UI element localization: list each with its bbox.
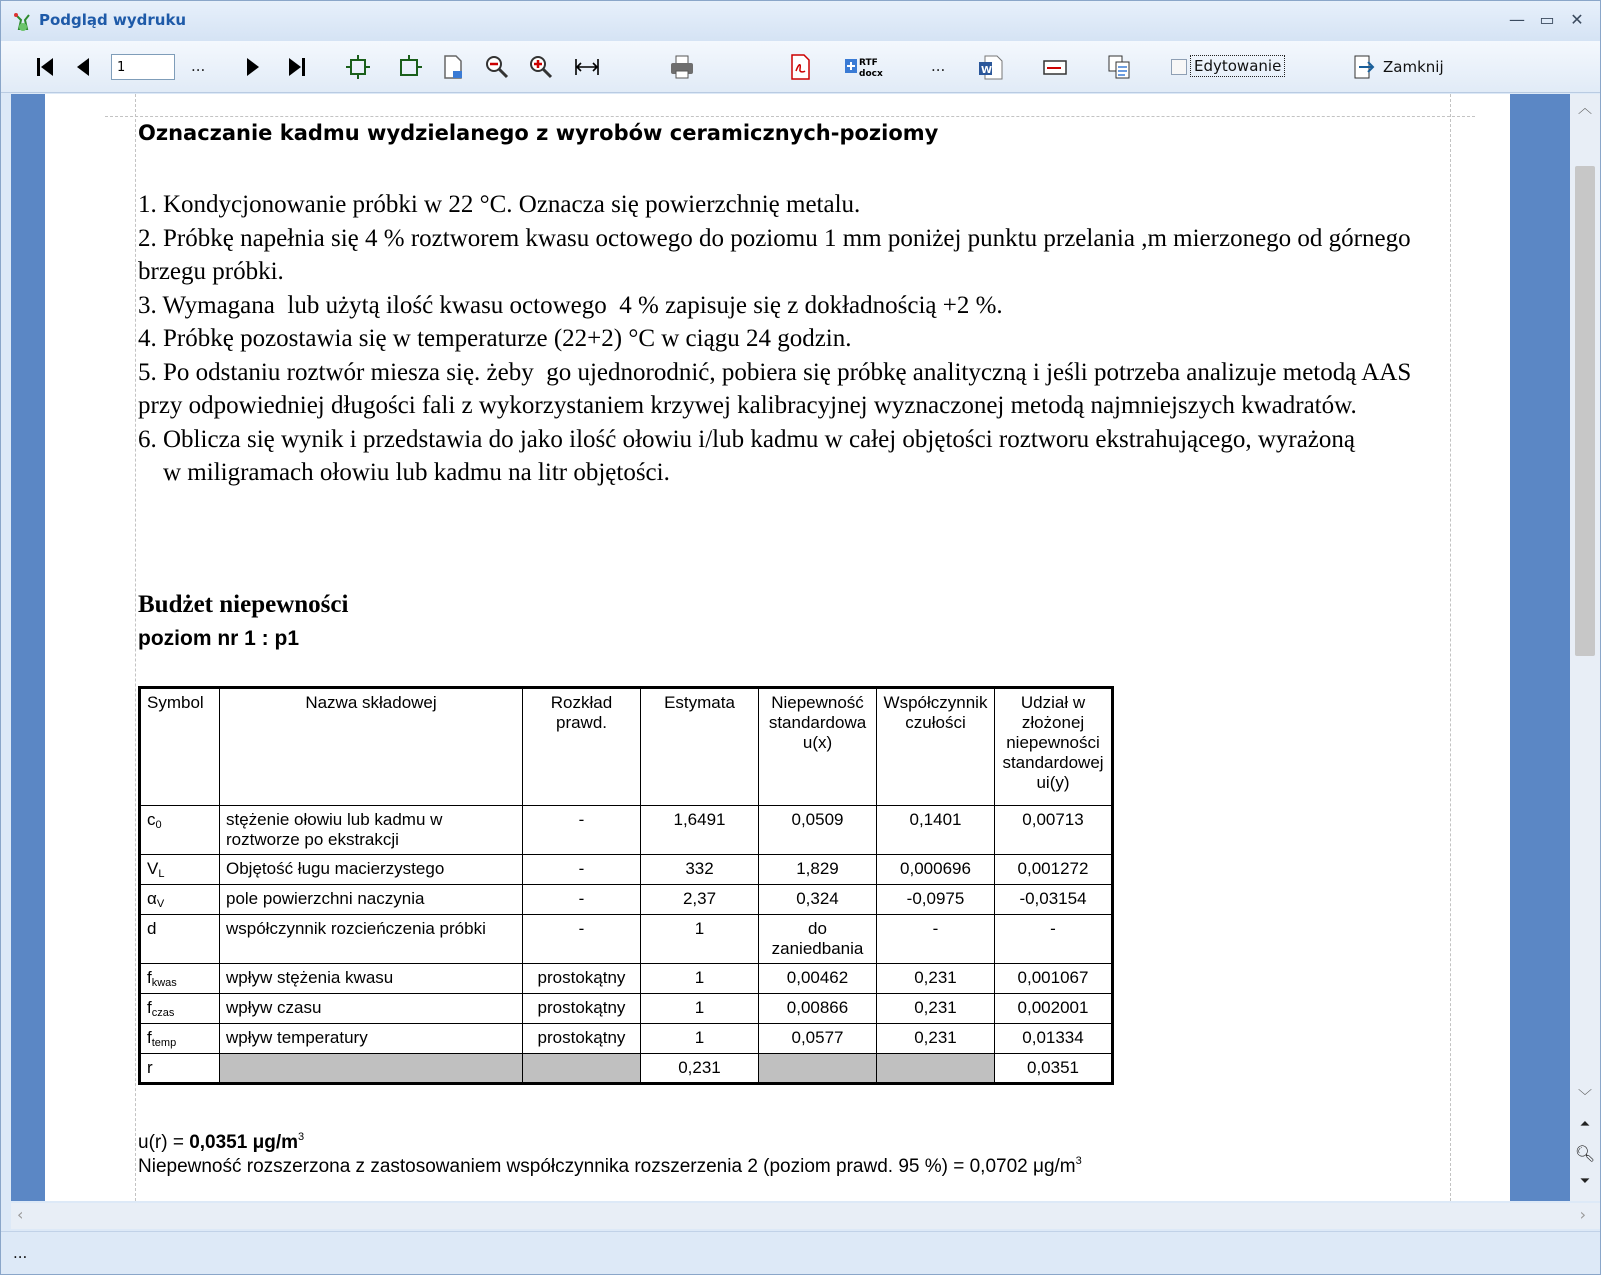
zoom-in-button[interactable] <box>527 53 555 81</box>
expanded-uncertainty-result: Niepewność rozszerzona z zastosowaniem współczynnika rozszerzenia 2 (poziom prawd. 95 %) = 0,0702 $\mu g/m^3$ <box>138 1155 1082 1177</box>
minimize-button[interactable]: — <box>1509 10 1525 29</box>
table-row-total <box>140 1054 1113 1084</box>
cell-name: pole powierzchni naczynia <box>220 885 523 915</box>
table-row <box>140 915 1113 964</box>
scroll-up-icon[interactable]: ︿ <box>1578 101 1592 117</box>
cell-contribution: 0,001272 <box>995 855 1113 885</box>
width-arrows-icon <box>573 53 601 81</box>
combined-uncertainty-result: u(r) = 0,0351 $\mu g/m^3$ <box>138 1131 305 1153</box>
table-row <box>140 964 1113 994</box>
scroll-right-icon[interactable]: › <box>1579 1205 1586 1224</box>
header-sensitivity: Współczynnik czułości <box>877 688 995 806</box>
cell-sensitivity: 0,231 <box>877 1024 995 1054</box>
close-preview-button[interactable]: Zamknij <box>1383 58 1444 76</box>
export-pdf-button[interactable] <box>786 53 814 81</box>
cell-sensitivity: - <box>877 915 995 964</box>
zoom-out-button[interactable] <box>483 53 511 81</box>
page-up-icon[interactable]: ⏶ <box>1579 1117 1591 1132</box>
table-row <box>140 1024 1113 1054</box>
step-item: 4. Próbkę pozostawia się w temperaturze (22+2) °C w ciągu 24 godzin. <box>138 325 852 352</box>
cell-estimate: 0,231 <box>641 1054 759 1084</box>
cell-name: współczynnik rozcieńczenia próbki <box>220 915 523 964</box>
edit-checkbox-label[interactable]: Edytowanie <box>1190 55 1285 77</box>
email-icon <box>1041 53 1069 81</box>
step-item: 3. Wymagana lub użytą ilość kwasu octowego 4 % zapisuje się z dokładnością +2 %. <box>138 291 1003 319</box>
page-setup-button[interactable] <box>439 53 467 81</box>
rtf-docx-icon <box>843 53 903 81</box>
cell-name: wpływ stężenia kwasu <box>220 964 523 994</box>
cell-estimate: 1 <box>641 964 759 994</box>
svg-text:RTF: RTF <box>859 58 878 68</box>
title-bar <box>1 1 1600 41</box>
cell-sensitivity: 0,231 <box>877 994 995 1024</box>
cell-symbol: d <box>140 915 220 964</box>
cell-contribution: 0,00713 <box>995 806 1113 855</box>
cell-uncertainty: 0,0577 <box>759 1024 877 1054</box>
step-item: 5. Po odstaniu roztwór miesza się. żeby go ujednorodnić, pobiera się próbkę analityczną i jeśli potrzeba analizuje metodą AAS przy odpowiedniej długości fali z wykorzystaniem krzywej kalibracyjnej wyznaczonej metodą najmniejszych kwadratów. <box>138 358 1418 419</box>
horizontal-scrollbar[interactable] <box>11 1203 1600 1229</box>
svg-text:W: W <box>981 65 993 76</box>
header-contribution: Udział w złożonej niepewności standardowej ui(y) <box>995 688 1113 806</box>
table-row <box>140 806 1113 855</box>
fit-page-button[interactable] <box>344 53 372 81</box>
copy-icon <box>1105 53 1133 81</box>
search-icon[interactable]: 🔍︎ <box>1574 1144 1596 1163</box>
print-button[interactable] <box>668 53 696 81</box>
printer-icon <box>668 53 696 81</box>
cell-sensitivity: 0,231 <box>877 964 995 994</box>
viewport-margin-left <box>11 94 45 1201</box>
prev-page-icon <box>69 53 97 81</box>
cell-sensitivity: -0,0975 <box>877 885 995 915</box>
fit-page-icon <box>344 53 372 81</box>
step-item: w miligramach ołowiu lub kadmu na litr objętości. <box>138 459 670 486</box>
cell-distribution: prostokątny <box>523 964 641 994</box>
next-page-button[interactable] <box>239 53 267 81</box>
level-heading: poziom nr 1 : p1 <box>138 627 300 650</box>
procedure-steps <box>138 188 1438 490</box>
header-symbol: Symbol <box>140 688 220 806</box>
cell-contribution: -0,03154 <box>995 885 1113 915</box>
cell-contribution: 0,0351 <box>995 1054 1113 1084</box>
cell-estimate: 1 <box>641 915 759 964</box>
cell-sensitivity: 0,1401 <box>877 806 995 855</box>
cell-uncertainty: 1,829 <box>759 855 877 885</box>
page-down-icon[interactable]: ⏷ <box>1579 1174 1591 1189</box>
last-page-button[interactable] <box>283 53 311 81</box>
header-std-uncertainty: Niepewność standardowa u(x) <box>759 688 877 806</box>
close-window-button[interactable]: ✕ <box>1570 10 1584 29</box>
cell-contribution: 0,002001 <box>995 994 1113 1024</box>
cell-sensitivity: 0,000696 <box>877 855 995 885</box>
status-text: ... <box>13 1244 28 1262</box>
step-item: 6. Oblicza się wynik i przedstawia do jako ilość ołowiu i/lub kadmu w całej objętości roztworu ekstrahującego, wyrażoną <box>138 425 1356 453</box>
cell-symbol: $f_{czas}$ <box>140 994 220 1024</box>
next-page-icon <box>239 53 267 81</box>
document-title: Oznaczanie kadmu wydzielanego z wyrobów ceramicznych-poziomy <box>138 121 939 145</box>
cell-uncertainty-empty <box>759 1054 877 1084</box>
margin-guide-left <box>135 94 136 1201</box>
word-icon <box>977 53 1005 81</box>
cell-estimate: 2,37 <box>641 885 759 915</box>
cell-sensitivity-empty <box>877 1054 995 1084</box>
cell-contribution: 0,01334 <box>995 1024 1113 1054</box>
export-word-button[interactable] <box>977 53 1005 81</box>
cell-estimate: 1 <box>641 1024 759 1054</box>
page-number-input[interactable] <box>111 54 175 80</box>
cell-estimate: 332 <box>641 855 759 885</box>
copy-button[interactable] <box>1105 53 1133 81</box>
cell-distribution: prostokątny <box>523 994 641 1024</box>
edit-checkbox[interactable] <box>1171 59 1187 75</box>
margin-guide-right <box>1450 94 1451 1201</box>
cell-uncertainty: 0,0509 <box>759 806 877 855</box>
cell-name: wpływ temperatury <box>220 1024 523 1054</box>
first-page-button[interactable] <box>31 53 59 81</box>
last-page-icon <box>283 53 311 81</box>
header-distribution: Rozkład prawd. <box>523 688 641 806</box>
maximize-button[interactable]: ▭ <box>1539 10 1555 29</box>
zoom-out-icon <box>483 53 511 81</box>
vertical-scrollbar[interactable] <box>1570 94 1600 1201</box>
cell-distribution: - <box>523 806 641 855</box>
window-title: Podgląd wydruku <box>39 11 187 29</box>
cell-contribution: 0,001067 <box>995 964 1113 994</box>
cell-estimate: 1,6491 <box>641 806 759 855</box>
cell-distribution: prostokątny <box>523 1024 641 1054</box>
status-bar <box>1 1231 1600 1274</box>
cell-symbol: $f_{kwas}$ <box>140 964 220 994</box>
export-rtf-button[interactable] <box>843 53 903 81</box>
svg-text:docx: docx <box>859 69 883 79</box>
cell-symbol: $f_{temp}$ <box>140 1024 220 1054</box>
cell-name: stężenie ołowiu lub kadmu w roztworze po ekstrakcji <box>220 806 523 855</box>
exit-icon[interactable] <box>1349 53 1377 81</box>
cell-uncertainty: 0,00462 <box>759 964 877 994</box>
table-header-row <box>140 688 1113 806</box>
table-row <box>140 885 1113 915</box>
uncertainty-budget-table <box>138 686 1114 1085</box>
page-width-button[interactable] <box>395 53 423 81</box>
cell-symbol: $c_0$ <box>140 806 220 855</box>
page-more-button[interactable]: ... <box>191 57 206 75</box>
page-setup-icon <box>439 53 467 81</box>
cell-symbol: $V_L$ <box>140 855 220 885</box>
header-component-name: Nazwa składowej <box>220 688 523 806</box>
zoom-width-button[interactable] <box>573 53 601 81</box>
scroll-left-icon[interactable]: ‹ <box>17 1205 24 1224</box>
cell-contribution: - <box>995 915 1113 964</box>
pdf-icon <box>786 53 814 81</box>
table-row <box>140 994 1113 1024</box>
cell-distribution: - <box>523 855 641 885</box>
viewport-margin-right <box>1510 94 1570 1201</box>
first-page-icon <box>31 53 59 81</box>
toolbar <box>1 41 1600 93</box>
cell-distribution: - <box>523 915 641 964</box>
prev-page-button[interactable] <box>69 53 97 81</box>
header-estimate: Estymata <box>641 688 759 806</box>
cell-name: Objętość ługu macierzystego <box>220 855 523 885</box>
zoom-in-icon <box>527 53 555 81</box>
cell-name: wpływ czasu <box>220 994 523 1024</box>
fit-width-icon <box>395 53 423 81</box>
cell-distribution-empty <box>523 1054 641 1084</box>
cell-uncertainty: 0,00866 <box>759 994 877 1024</box>
cell-name-empty <box>220 1054 523 1084</box>
budget-heading: Budżet niepewności <box>138 591 349 618</box>
cell-symbol: r <box>140 1054 220 1084</box>
cell-uncertainty: 0,324 <box>759 885 877 915</box>
cell-distribution: - <box>523 885 641 915</box>
scrollbar-thumb[interactable] <box>1575 166 1595 656</box>
table-row <box>140 855 1113 885</box>
step-item: 1. Kondycjonowanie próbki w 22 °C. Oznacza się powierzchnię metalu. <box>138 191 861 218</box>
scroll-down-icon[interactable]: ﹀ <box>1578 1089 1592 1105</box>
cell-estimate: 1 <box>641 994 759 1024</box>
app-icon <box>11 11 33 33</box>
send-email-button[interactable] <box>1041 53 1069 81</box>
step-item: 2. Próbkę napełnia się 4 % roztworem kwasu octowego do poziomu 1 mm poniżej punktu przelania ,m mierzonego od górnego brzegu próbki. <box>138 224 1417 285</box>
margin-guide-top <box>105 116 1475 117</box>
cell-uncertainty: do zaniedbania <box>759 915 877 964</box>
export-more-button[interactable]: ... <box>931 57 946 75</box>
cell-symbol: $\alpha_V$ <box>140 885 220 915</box>
